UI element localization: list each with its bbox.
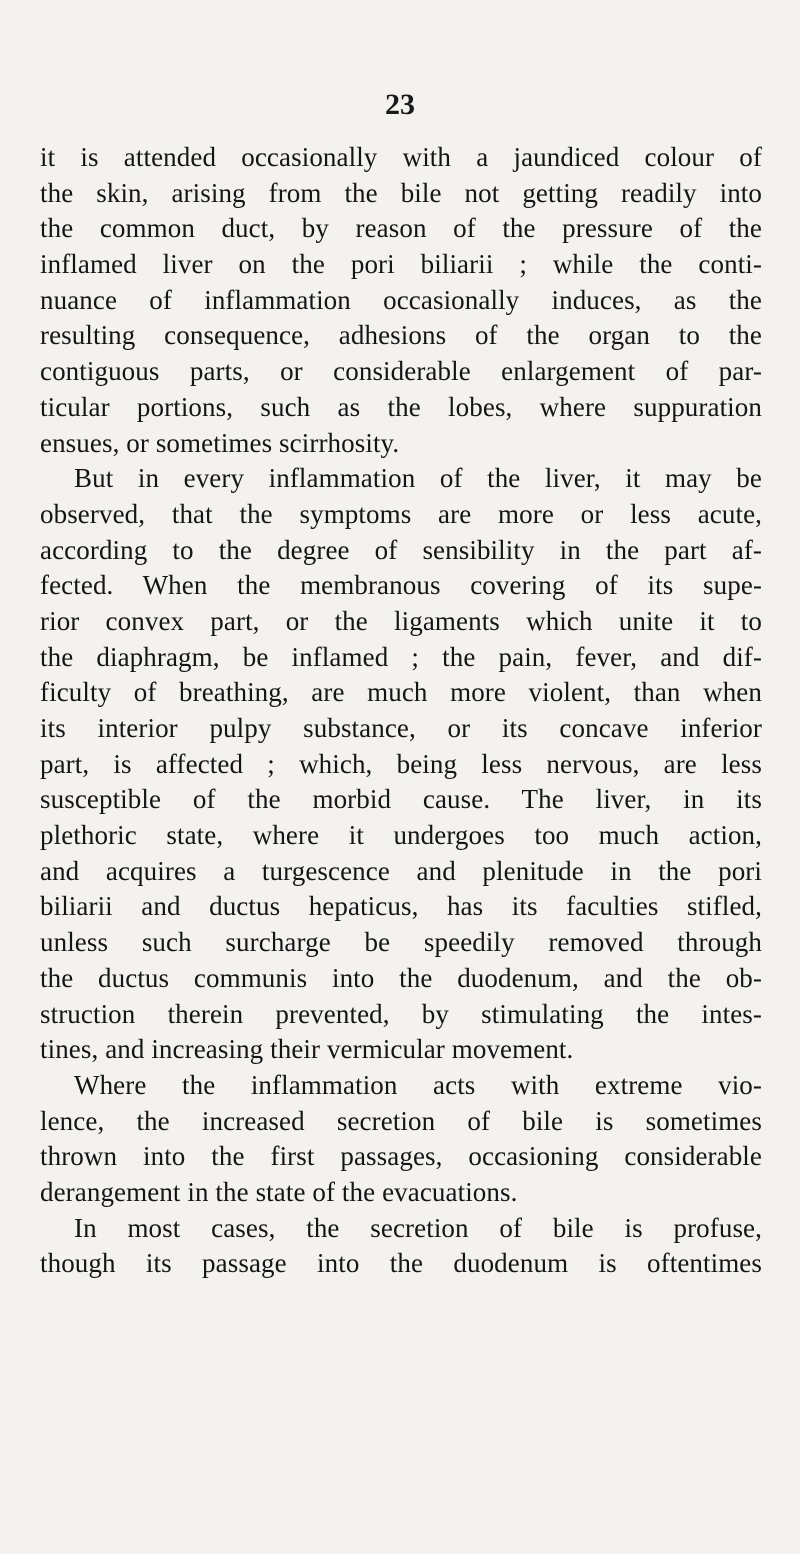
text-line: part, is affected ; which, being less nervous, are less: [40, 748, 762, 779]
text-line: contiguous parts, or considerable enlargement of par-: [40, 356, 762, 387]
text-line: tines, and increasing their vermicular movement.: [40, 1034, 574, 1065]
text-line: biliarii and ductus hepaticus, has its faculties stifled,: [40, 891, 762, 922]
text-line: observed, that the symptoms are more or less acute,: [40, 498, 762, 529]
text-line: the ductus communis into the duodenum, and the ob-: [40, 962, 762, 993]
text-line: fected. When the membranous covering of its supe-: [40, 570, 762, 601]
page-number: 23: [385, 88, 415, 121]
text-line: But in every inflammation of the liver, it may be: [74, 463, 762, 494]
text-line: rior convex part, or the ligaments which unite it to: [40, 605, 762, 636]
text-line: ticular portions, such as the lobes, where suppuration: [40, 391, 762, 422]
text-line: Where the inflammation acts with extreme vio-: [74, 1069, 762, 1100]
text-line: ficulty of breathing, are much more violent, than when: [40, 677, 762, 708]
text-line: though its passage into the duodenum is oftentimes: [40, 1248, 762, 1279]
body-text: [40, 140, 762, 1282]
text-line: it is attended occasionally with a jaundiced colour of: [40, 142, 762, 172]
text-line: and acquires a turgescence and plenitude in the pori: [40, 855, 762, 886]
text-line: derangement in the state of the evacuations.: [40, 1176, 518, 1207]
text-line: the common duct, by reason of the pressure of the: [40, 213, 762, 244]
text-line: nuance of inflammation occasionally induces, as the: [40, 284, 762, 315]
text-line: thrown into the first passages, occasioning considerable: [40, 1141, 762, 1172]
text-line: inflamed liver on the pori biliarii ; while the conti-: [40, 249, 762, 280]
text-line: the diaphragm, be inflamed ; the pain, fever, and dif-: [40, 641, 762, 672]
text-line: ensues, or sometimes scirrhosity.: [40, 427, 400, 458]
text-line: resulting consequence, adhesions of the organ to the: [40, 320, 762, 351]
text-line: unless such surcharge be speedily removed through: [40, 927, 762, 958]
text-line: its interior pulpy substance, or its concave inferior: [40, 713, 762, 743]
text-line: lence, the increased secretion of bile is sometimes: [40, 1105, 762, 1136]
text-line: In most cases, the secretion of bile is profuse,: [74, 1212, 762, 1243]
text-line: according to the degree of sensibility in the part af-: [40, 534, 762, 565]
text-line: susceptible of the morbid cause. The liver, in its: [40, 784, 762, 815]
text-line: the skin, arising from the bile not getting readily into: [40, 177, 762, 208]
text-line: plethoric state, where it undergoes too much action,: [40, 820, 762, 851]
text-line: struction therein prevented, by stimulating the intes-: [40, 998, 762, 1029]
